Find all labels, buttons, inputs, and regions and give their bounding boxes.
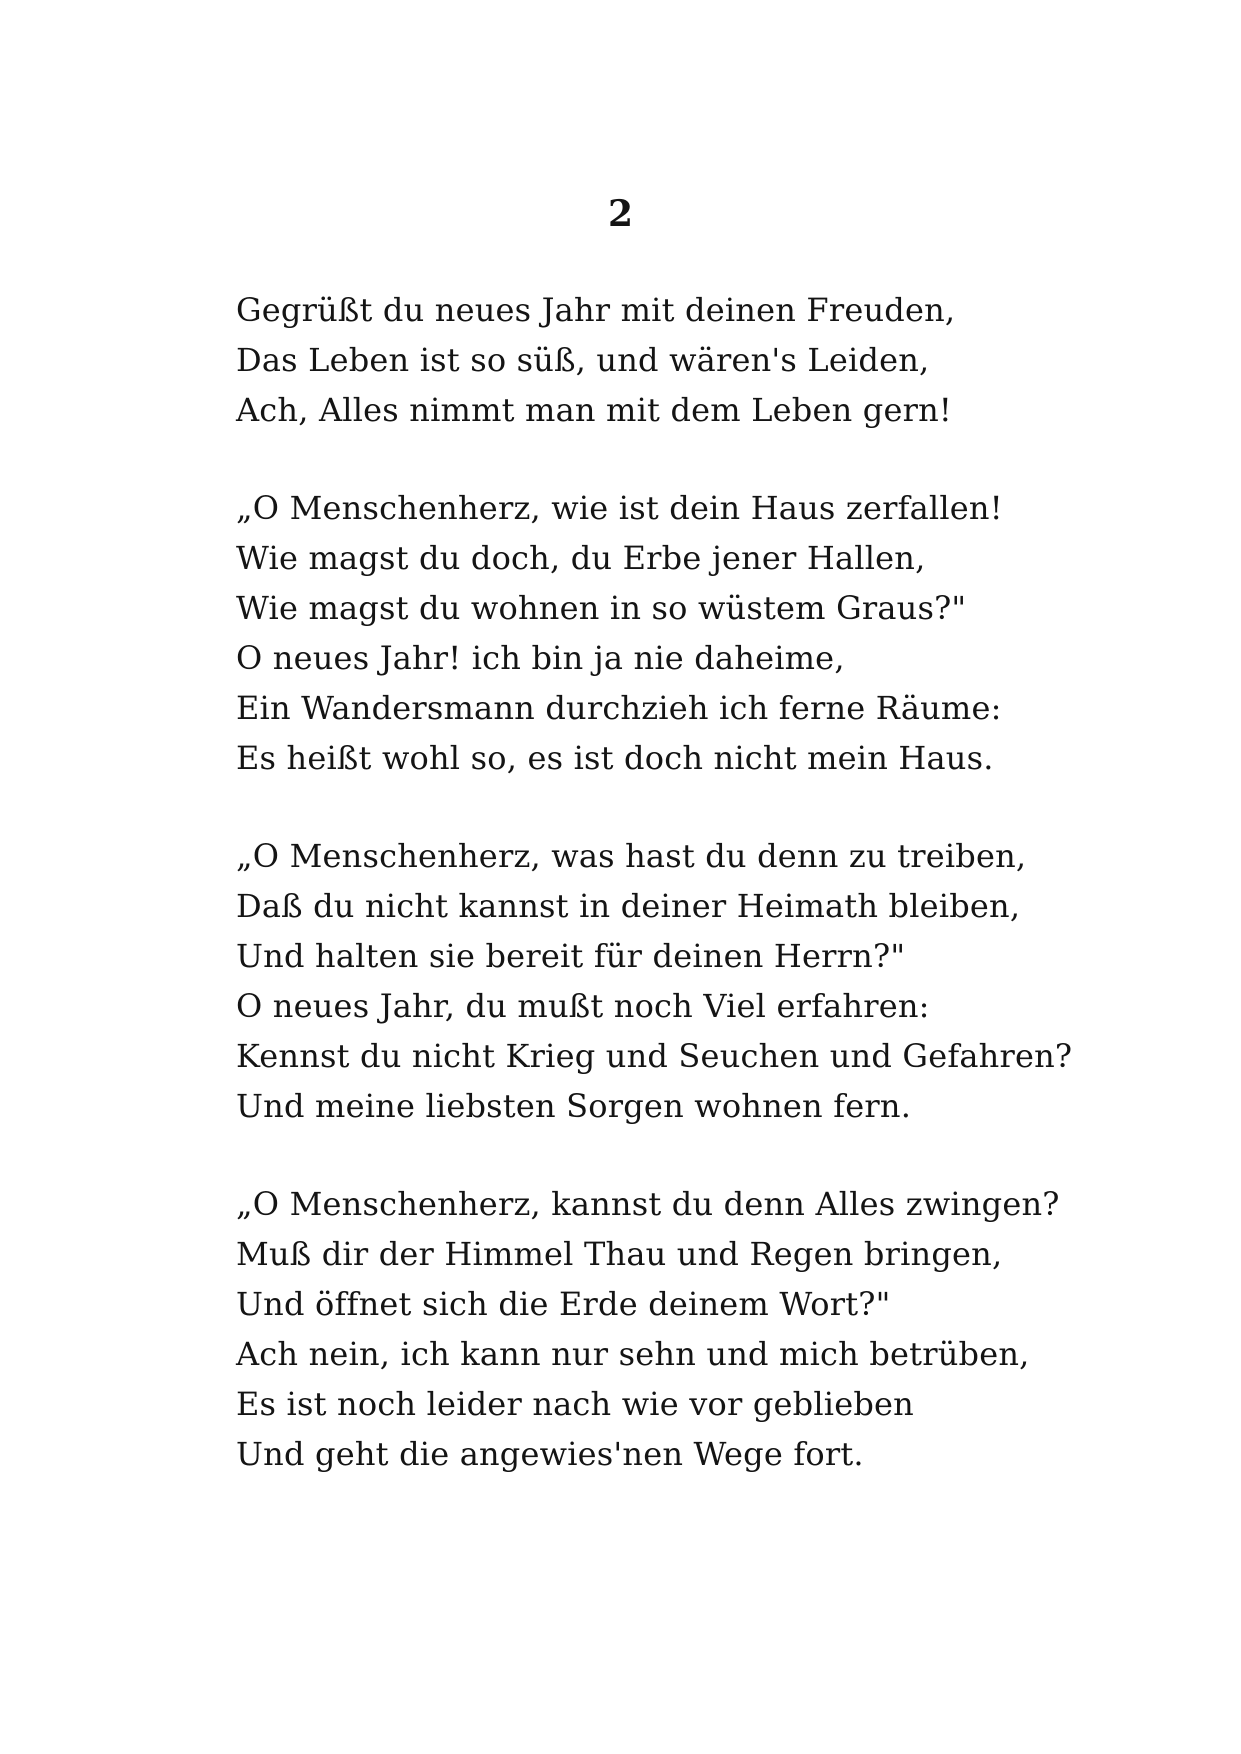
- stanza-3: [236, 831, 1136, 1131]
- poem-line: „O Menschenherz, was hast du denn zu treiben,: [236, 837, 1027, 875]
- poem-line: „O Menschenherz, kannst du denn Alles zwingen?: [236, 1185, 1060, 1223]
- poem-line: O neues Jahr, du mußt noch Viel erfahren:: [236, 987, 930, 1025]
- poem-line: Gegrüßt du neues Jahr mit deinen Freuden,: [236, 291, 956, 329]
- poem-line: Kennst du nicht Krieg und Seuchen und Gefahren?: [236, 1037, 1073, 1075]
- poem-line: „O Menschenherz, wie ist dein Haus zerfallen!: [236, 489, 1003, 527]
- stanza-1: [236, 285, 1136, 435]
- poem-line: Es ist noch leider nach wie vor geblieben: [236, 1385, 914, 1423]
- poem-line: Und meine liebsten Sorgen wohnen fern.: [236, 1087, 912, 1125]
- poem-line: Muß dir der Himmel Thau und Regen bringen,: [236, 1235, 1003, 1273]
- page-number: 2: [607, 193, 634, 235]
- poem-line: Das Leben ist so süß, und wären's Leiden,: [236, 341, 930, 379]
- stanza-2: [236, 483, 1136, 783]
- poem-line: Es heißt wohl so, es ist doch nicht mein Haus.: [236, 739, 994, 777]
- poem-line: Und halten sie bereit für deinen Herrn?": [236, 937, 906, 975]
- poem-line: Wie magst du doch, du Erbe jener Hallen,: [236, 539, 926, 577]
- stanza-4: [236, 1179, 1136, 1479]
- poem-line: Ein Wandersmann durchzieh ich ferne Räume:: [236, 689, 1002, 727]
- poem: [236, 285, 1136, 1479]
- poem-line: Ach nein, ich kann nur sehn und mich betrüben,: [236, 1335, 1030, 1373]
- poem-line: Wie magst du wohnen in so wüstem Graus?": [236, 589, 967, 627]
- poem-line: Und öffnet sich die Erde deinem Wort?": [236, 1285, 891, 1323]
- poem-line: O neues Jahr! ich bin ja nie daheime,: [236, 639, 845, 677]
- poem-line: Daß du nicht kannst in deiner Heimath bleiben,: [236, 887, 1021, 925]
- poem-line: Und geht die angewies'nen Wege fort.: [236, 1435, 864, 1473]
- poem-line: Ach, Alles nimmt man mit dem Leben gern!: [236, 391, 952, 429]
